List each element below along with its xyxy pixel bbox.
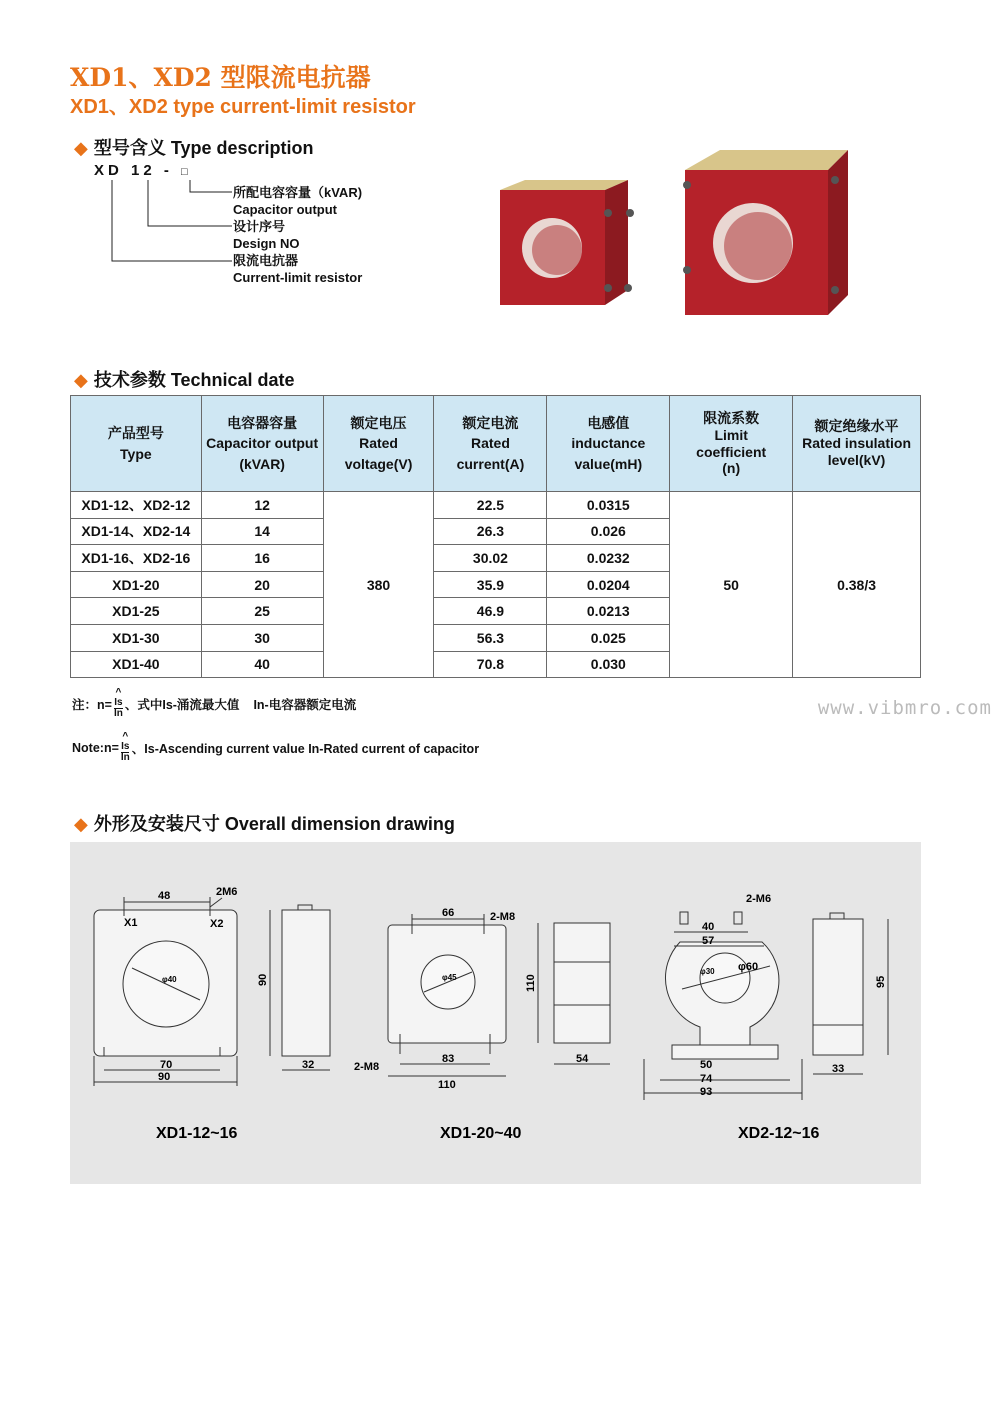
cell-current: 22.5 — [434, 492, 547, 519]
cell-type: XD1-14、XD2-14 — [71, 518, 202, 545]
large-reactor-image — [683, 150, 848, 315]
cell-capacity: 25 — [201, 598, 323, 625]
dim-label: φ45 — [442, 973, 457, 982]
cell-inductance: 0.026 — [547, 518, 670, 545]
dim-label: 66 — [442, 907, 455, 919]
type-description-heading: ◆ 型号含义 Type description — [74, 138, 314, 158]
dim-label: 54 — [576, 1053, 589, 1065]
cell-capacity: 16 — [201, 545, 323, 572]
dim-label: 2M6 — [216, 886, 238, 898]
dim-label: 74 — [700, 1073, 713, 1085]
cell-type: XD1-12、XD2-12 — [71, 492, 202, 519]
cell-type: XD1-16、XD2-16 — [71, 545, 202, 572]
type-code: XD 12 - □ — [94, 162, 192, 179]
technical-table — [70, 395, 921, 678]
dim-label: 110 — [525, 974, 537, 992]
note-en: Note:n= ^ Is In 、Is-Ascending current value In-Rated current of capacitor — [72, 731, 480, 763]
col-current: 额定电流 Rated current(A) — [434, 396, 547, 492]
dim-label: 32 — [302, 1059, 315, 1071]
cell-rated-voltage: 380 — [323, 492, 434, 678]
dim-label: 50 — [700, 1059, 713, 1071]
cell-current: 26.3 — [434, 518, 547, 545]
dimension-heading: ◆ 外形及安装尺寸 Overall dimension drawing — [74, 814, 455, 834]
dim-label: 110 — [438, 1079, 456, 1091]
dim-label: φ40 — [162, 975, 177, 984]
diamond-icon: ◆ — [74, 814, 88, 834]
cell-capacity: 40 — [201, 651, 323, 678]
cell-limit-coefficient: 50 — [670, 492, 793, 678]
dim-label: φ60 — [738, 961, 759, 973]
drawing-caption: XD2-12~16 — [738, 1125, 820, 1142]
type-code-leader-lines — [90, 176, 240, 276]
cell-type: XD1-20 — [71, 571, 202, 598]
cell-current: 46.9 — [434, 598, 547, 625]
dim-label: X2 — [210, 918, 224, 930]
dim-label: 2-M8 — [490, 911, 516, 923]
col-type: 产品型号 Type — [71, 396, 202, 492]
cell-inductance: 0.0315 — [547, 492, 670, 519]
col-voltage: 额定电压 Rated voltage(V) — [323, 396, 434, 492]
small-reactor-image — [500, 180, 634, 305]
dim-label: 93 — [700, 1086, 713, 1098]
dim-label: 40 — [702, 921, 715, 933]
cell-inductance: 0.0213 — [547, 598, 670, 625]
cell-type: XD1-30 — [71, 624, 202, 651]
cell-type: XD1-25 — [71, 598, 202, 625]
page-title-en: XD1、XD2 type current-limit resistor — [70, 96, 416, 118]
cell-inductance: 0.0204 — [547, 571, 670, 598]
page-title-cn: XD1、XD2 型限流电抗器 — [70, 63, 371, 92]
dim-label: 2-M8 — [354, 1061, 380, 1073]
cell-inductance: 0.025 — [547, 624, 670, 651]
watermark: www.vibmro.com — [817, 697, 992, 719]
technical-heading: ◆ 技术参数 Technical date — [74, 370, 295, 390]
dimension-panel — [70, 842, 921, 1184]
col-inductance: 电感值 inductance value(mH) — [547, 396, 670, 492]
cell-current: 56.3 — [434, 624, 547, 651]
type-legend: 所配电容容量（kVAR) Capacitor output 设计序号 Design NO 限流电抗器 Current-limit resistor — [233, 185, 363, 285]
dim-label: 2-M6 — [746, 893, 772, 905]
note-cn: 注：n= ^ Is In 、式中 Is-涌流最大值 In-电容器额定电流 — [72, 687, 357, 719]
cell-inductance: 0.0232 — [547, 545, 670, 572]
dim-label: 70 — [160, 1059, 173, 1071]
dim-label: 90 — [158, 1071, 171, 1083]
cell-capacity: 30 — [201, 624, 323, 651]
dim-label: 48 — [158, 890, 171, 902]
cell-current: 70.8 — [434, 651, 547, 678]
drawing-caption: XD1-20~40 — [440, 1125, 522, 1142]
cell-capacity: 12 — [201, 492, 323, 519]
cell-inductance: 0.030 — [547, 651, 670, 678]
diamond-icon: ◆ — [74, 138, 88, 158]
drawing-caption: XD1-12~16 — [156, 1125, 238, 1142]
table-row — [71, 492, 921, 519]
table-header-row — [71, 396, 921, 492]
cell-capacity: 20 — [201, 571, 323, 598]
dim-label: 90 — [257, 973, 269, 986]
col-limit: 限流系数 Limit coefficient (n) — [670, 396, 793, 492]
cell-current: 30.02 — [434, 545, 547, 572]
dim-label: X1 — [124, 917, 138, 929]
dim-label: φ30 — [700, 967, 715, 976]
col-capacity: 电容器容量 Capacitor output (kVAR) — [201, 396, 323, 492]
dim-label: 57 — [702, 935, 715, 947]
col-insulation: 额定绝缘水平 Rated insulation level(kV) — [793, 396, 921, 492]
product-photo — [490, 140, 870, 330]
cell-type: XD1-40 — [71, 651, 202, 678]
cell-capacity: 14 — [201, 518, 323, 545]
cell-insulation-level: 0.38/3 — [793, 492, 921, 678]
dim-label: 83 — [442, 1053, 455, 1065]
dim-label: 95 — [875, 975, 887, 988]
cell-current: 35.9 — [434, 571, 547, 598]
dimension-drawings — [70, 842, 921, 1184]
diamond-icon: ◆ — [74, 370, 88, 390]
dim-label: 33 — [832, 1063, 845, 1075]
